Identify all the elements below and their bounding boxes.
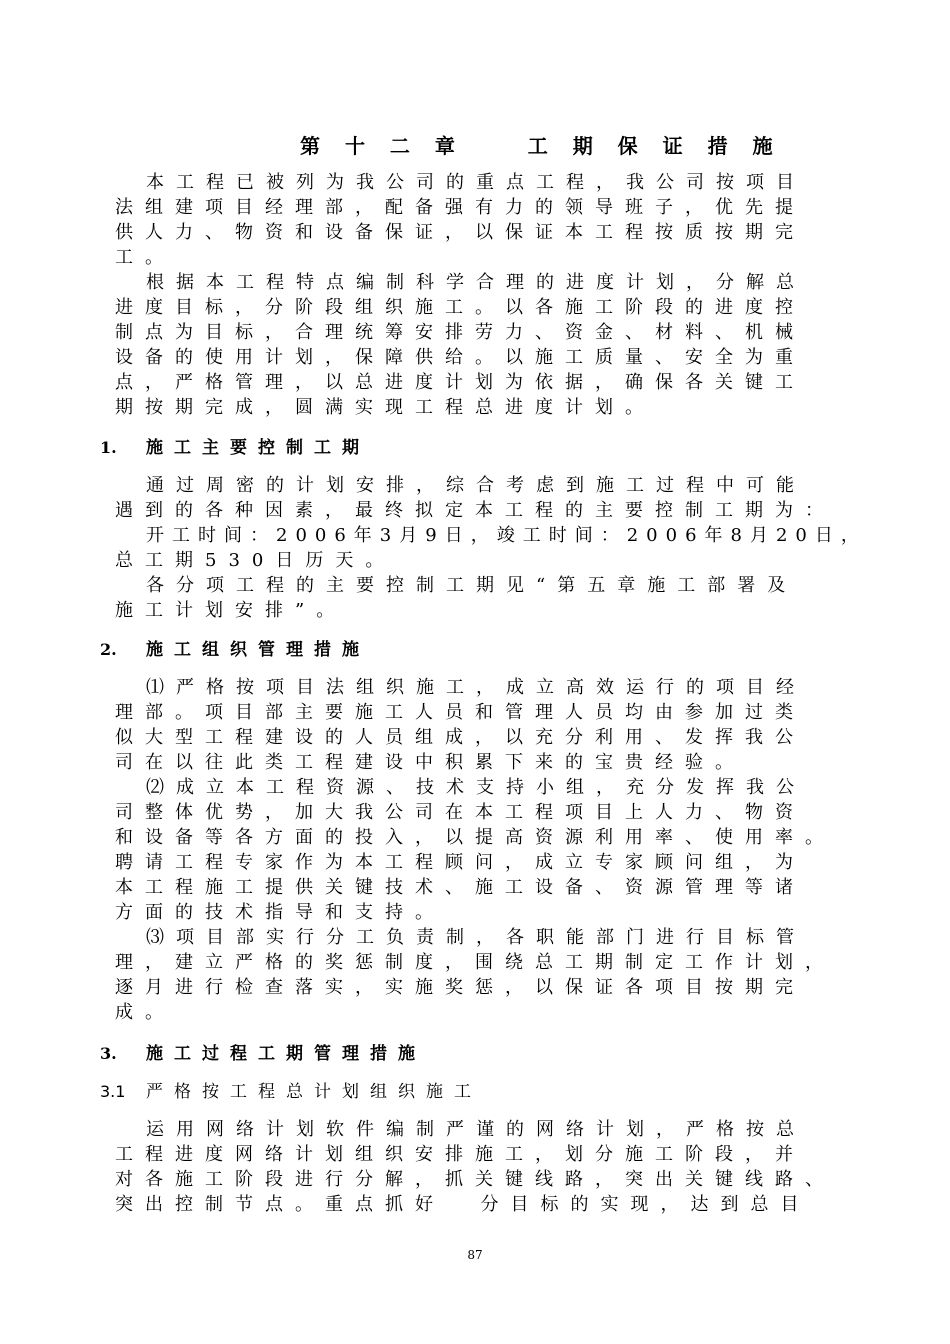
section-heading: 施工主要控制工期 <box>146 438 370 458</box>
section-line: 总工期530日历天。 <box>115 550 396 571</box>
section-line: 和设备等各方面的投入，以提高资源利用率、使用率。 <box>115 827 835 848</box>
section-line: 司整体优势，加大我公司在本工程项目上人力、物资 <box>115 802 805 823</box>
section-heading: 施工过程工期管理措施 <box>146 1044 426 1064</box>
section-line: 理，建立严格的奖惩制度，围绕总工期制定工作计划， <box>115 952 835 973</box>
section-line: 施工计划安排”。 <box>115 600 347 621</box>
intro-line: 供人力、物资和设备保证，以保证本工程按质按期完 <box>115 222 805 243</box>
section-line: 似大型工程建设的人员组成，以充分利用、发挥我公 <box>115 727 805 748</box>
intro-line: 法组建项目经理部，配备强有力的领导班子，优先提 <box>115 197 805 218</box>
intro-line: 工。 <box>115 247 175 268</box>
section-line: 突出控制节点。重点抓好 分目标的实现，达到总目 <box>115 1194 811 1215</box>
section-heading: 施工组织管理措施 <box>146 640 370 660</box>
page-title: 第 十 二 章 工 期 保 证 措 施 <box>300 134 782 158</box>
section-line: 各分项工程的主要控制工期见“第五章施工部署及 <box>146 575 798 596</box>
section-line: 开工时间：2006年3月9日，竣工时间：2006年8月20日， <box>146 525 867 546</box>
section-number: 1. <box>100 438 117 457</box>
section-line: 对各施工阶段进行分解，抓关键线路，突出关键线路、 <box>115 1169 835 1190</box>
section-line: 运用网络计划软件编制严谨的网络计划，严格按总 <box>146 1119 806 1140</box>
section-line: 理部。项目部主要施工人员和管理人员均由参加过类 <box>115 702 805 723</box>
intro-line: 制点为目标，合理统筹安排劳力、资金、材料、机械 <box>115 322 805 343</box>
section-line: 工程进度网络计划组织安排施工，划分施工阶段，并 <box>115 1144 805 1165</box>
section-line: ⑴严格按项目法组织施工，成立高效运行的项目经 <box>146 677 806 698</box>
section-line: 方面的技术指导和支持。 <box>115 902 445 923</box>
section-number: 2. <box>100 640 117 659</box>
page-number: 87 <box>467 1248 483 1262</box>
section-line: 司在以往此类工程建设中积累下来的宝贵经验。 <box>115 752 745 773</box>
section-line: ⑵成立本工程资源、技术支持小组，充分发挥我公 <box>146 777 806 798</box>
section-line: 通过周密的计划安排，综合考虑到施工过程中可能 <box>146 475 806 496</box>
section-line: 本工程施工提供关键技术、施工设备、资源管理等诸 <box>115 877 805 898</box>
section-line: 逐月进行检查落实，实施奖惩，以保证各项目按期完 <box>115 977 805 998</box>
subsection-number: 3.1 <box>100 1082 126 1101</box>
section-line: 遇到的各种因素，最终拟定本工程的主要控制工期为： <box>115 500 835 521</box>
intro-line: 设备的使用计划，保障供给。以施工质量、安全为重 <box>115 347 805 368</box>
intro-line: 根据本工程特点编制科学合理的进度计划，分解总 <box>146 272 806 293</box>
subsection-heading: 严格按工程总计划组织施工 <box>146 1082 482 1102</box>
section-number: 3. <box>100 1044 117 1063</box>
intro-line: 本工程已被列为我公司的重点工程，我公司按项目 <box>146 172 806 193</box>
intro-line: 点，严格管理，以总进度计划为依据，确保各关键工 <box>115 372 805 393</box>
section-line: 成。 <box>115 1002 175 1023</box>
intro-line: 期按期完成，圆满实现工程总进度计划。 <box>115 397 655 418</box>
intro-line: 进度目标，分阶段组织施工。以各施工阶段的进度控 <box>115 297 805 318</box>
section-line: 聘请工程专家作为本工程顾问，成立专家顾问组，为 <box>115 852 805 873</box>
section-line: ⑶项目部实行分工负责制，各职能部门进行目标管 <box>146 927 806 948</box>
